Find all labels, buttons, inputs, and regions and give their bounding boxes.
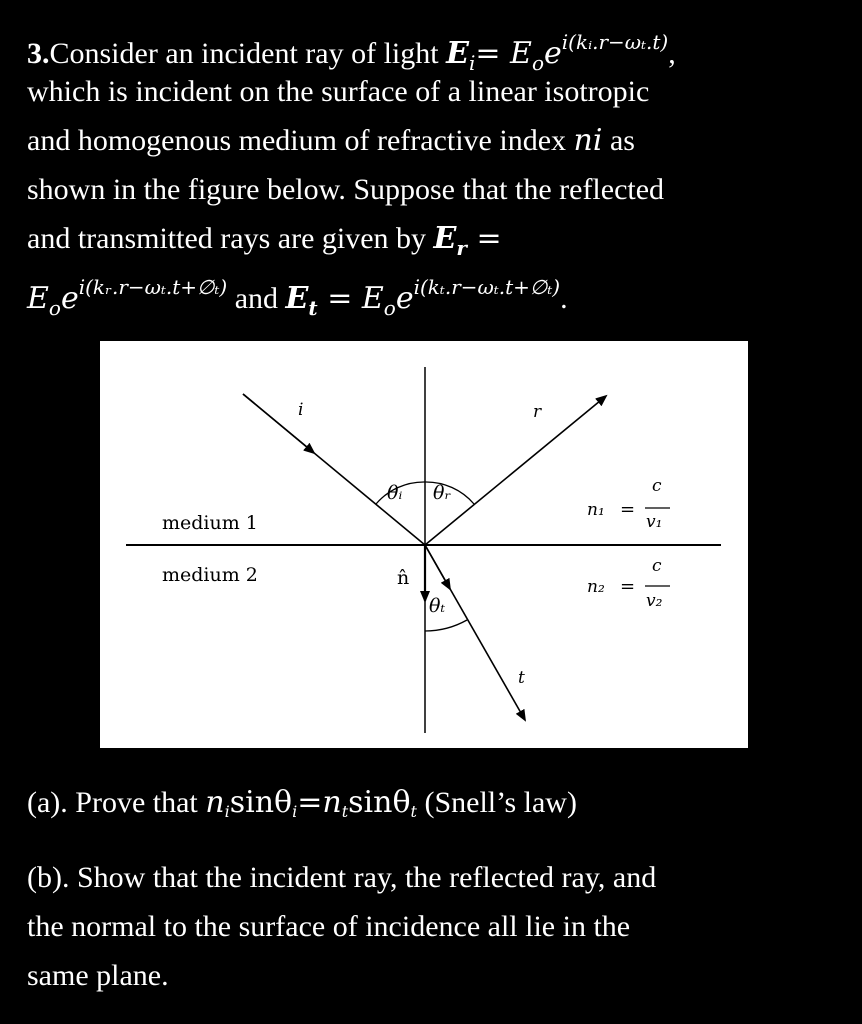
transmitted-exponent: i(kₜ.r−ωₜ.t+∅ₜ) (413, 275, 561, 299)
n-i: n (205, 785, 225, 820)
amplitude-subscript-3: o (383, 296, 396, 320)
part-a-line (27, 778, 837, 827)
refraction-figure (100, 341, 748, 748)
incident-field-rhs: = E (475, 36, 532, 71)
theta-t-subscript: t (410, 802, 417, 821)
snell-equals: = (297, 785, 323, 820)
question-line-3 (27, 116, 837, 165)
part-a (27, 778, 837, 827)
n2-equals: = (620, 576, 636, 597)
incident-field-subscript: i (468, 51, 476, 75)
amplitude-subscript-2: o (48, 296, 61, 320)
incident-field-symbol: E (446, 36, 469, 71)
part-a-suffix: (Snell’s law) (416, 786, 577, 819)
n-t: n (322, 785, 342, 820)
comma-1: , (668, 37, 676, 70)
part-b-line-3: same plane. (27, 959, 169, 992)
reflected-field-subscript: r (456, 236, 467, 260)
n1-numerator: c (652, 476, 662, 496)
medium-2-label: medium 2 (162, 564, 258, 586)
n-i-subscript: i (224, 802, 230, 821)
n1-label: n₁ (587, 500, 605, 520)
question-text-1: Consider an incident ray of light (49, 37, 447, 70)
question-line-2: which is incident on the surface of a linear isotropic (27, 75, 650, 108)
n2-denominator: v₂ (646, 591, 663, 611)
part-a-prefix: (a). Prove that (27, 786, 206, 819)
reflected-eq-sign: = (466, 221, 502, 256)
n1-equals: = (620, 499, 636, 520)
question-number: 3. (27, 37, 50, 70)
question-line-5 (27, 214, 837, 263)
incident-exponent: i(kᵢ.r−ωₜ.t) (561, 30, 669, 54)
question-text-3: and homogenous medium of refractive index (27, 124, 574, 157)
label-t: t (518, 668, 525, 688)
question-statement (27, 18, 837, 320)
period: . (560, 282, 568, 315)
normal-label: n̂ (397, 567, 410, 589)
theta-r-label: θᵣ (433, 482, 452, 504)
exp-base-2: e (60, 281, 79, 316)
medium-1-label: medium 1 (162, 512, 258, 534)
amplitude-subscript-1: o (531, 51, 544, 75)
transmitted-eq: = E (317, 281, 384, 316)
n1-denominator: v₁ (646, 512, 663, 532)
refractive-index-var: ni (573, 123, 603, 158)
theta-i-subscript: i (292, 802, 298, 821)
reflected-field-symbol: E (433, 221, 457, 256)
n-t-subscript: t (341, 802, 349, 821)
reflected-exponent: i(kᵣ.r−ωₜ.t+∅ₜ) (78, 275, 228, 299)
exp-base-3: e (395, 281, 414, 316)
sin-theta-t: sinθ (348, 785, 411, 820)
question-line-6 (27, 263, 837, 320)
transmitted-field-symbol: E (285, 281, 309, 316)
n2-label: n₂ (587, 577, 605, 597)
theta-i-label: θᵢ (387, 482, 403, 504)
reflected-ray (425, 396, 606, 545)
theta-t-label: θₜ (429, 595, 446, 617)
label-i: i (298, 400, 304, 420)
question-line-1 (27, 18, 837, 75)
question-text-5: and transmitted rays are given by (27, 222, 434, 255)
part-b (27, 853, 837, 1000)
question-text-3-end: as (602, 124, 635, 157)
n2-numerator: c (652, 556, 662, 576)
reflected-rhs-E: E (27, 281, 49, 316)
transmitted-ray-arrow (425, 545, 450, 589)
exp-base-1: e (543, 36, 562, 71)
label-r: r (533, 402, 542, 422)
question-line-4: shown in the figure below. Suppose that the reflected (27, 173, 665, 206)
part-b-line-1: (b). Show that the incident ray, the reflected ray, and (27, 861, 657, 894)
sin-theta-i: sinθ (229, 785, 293, 820)
transmitted-field-subscript: t (308, 296, 318, 320)
and-word: and (227, 282, 286, 315)
part-b-line-2: the normal to the surface of incidence all lie in the (27, 910, 631, 943)
refraction-angle-arc (425, 620, 467, 631)
